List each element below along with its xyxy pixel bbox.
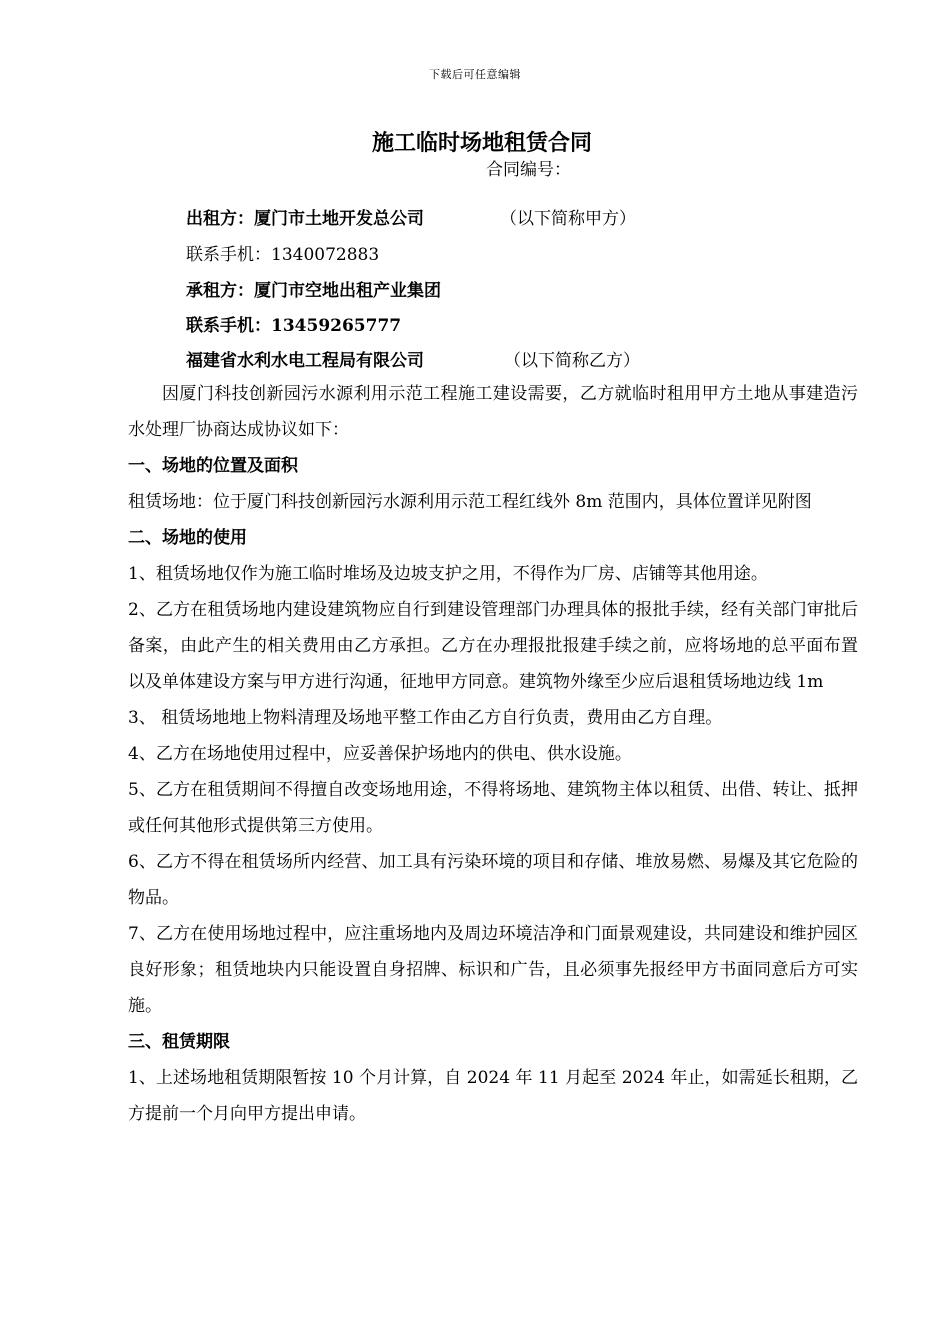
contract-body — [128, 376, 858, 1132]
section-paragraph: 4、乙方在场地使用过程中，应妥善保护场地内的供电、供水设施。 — [128, 744, 632, 764]
section-paragraph: 2、乙方在租赁场地内建设建筑物应自行到建设管理部门办理具体的报批手续，经有关部门审批后备案，由此产生的相关费用由乙方承担。乙方在办理报批报建手续之前，应将场地的总平面布置以及单体建设方案与甲方进行沟通，征地甲方同意。建筑物外缘至少应后退租赁场地边线 1m — [128, 600, 858, 692]
contractor-alias: （以下简称乙方） — [504, 351, 640, 371]
section-paragraph: 1、租赁场地仅作为施工临时堆场及边坡支护之用，不得作为厂房、店铺等其他用途。 — [128, 564, 768, 584]
lessor-phone: 联系手机：1340072883 — [186, 245, 380, 265]
lessee-phone-line — [186, 311, 401, 336]
section-paragraph: 租赁场地：位于厦门科技创新园污水源利用示范工程红线外 8m 范围内，具体位置详见附图 — [128, 492, 812, 512]
section-heading: 二、场地的使用 — [128, 528, 247, 548]
intro-paragraph: 因厦门科技创新园污水源利用示范工程施工建设需要，乙方就临时租用甲方土地从事建造污水处理厂协商达成协议如下： — [128, 384, 858, 440]
lessor-name: 出租方：厦门市土地开发总公司 — [186, 209, 424, 229]
contractor-name: 福建省水利水电工程局有限公司 — [186, 351, 424, 371]
section-heading: 一、场地的位置及面积 — [128, 456, 298, 476]
section-paragraph: 5、乙方在租赁期间不得擅自改变场地用途，不得将场地、建筑物主体以租赁、出借、转让、抵押或任何其他形式提供第三方使用。 — [128, 780, 858, 836]
lessee-phone: 联系手机：13459265777 — [186, 316, 402, 336]
section-paragraph: 6、乙方不得在租赁场所内经营、加工具有污染环境的项目和存储、堆放易燃、易爆及其它危险的物品。 — [128, 852, 858, 908]
contract-number-label: 合同编号： — [486, 160, 571, 180]
header-note: 下载后可任意编辑 — [429, 68, 521, 81]
lessor-line — [186, 204, 636, 229]
section-heading: 三、租赁期限 — [128, 1032, 230, 1052]
contract-title: 施工临时场地租赁合同 — [371, 130, 592, 156]
lessee-line — [186, 276, 441, 301]
lessee-name: 承租方：厦门市空地出租产业集团 — [186, 281, 441, 301]
lessor-alias: （以下简称甲方） — [500, 209, 636, 229]
section-paragraph: 7、乙方在使用场地过程中，应注重场地内及周边环境洁净和门面景观建设，共同建设和维护园区良好形象；租赁地块内只能设置自身招牌、标识和广告，且必须事先报经甲方书面同意后方可实施。 — [128, 924, 858, 1016]
contractor-line — [186, 346, 640, 371]
section-paragraph: 1、上述场地租赁期限暂按 10 个月计算，自 2024 年 11 月起至 2024 年止，如需延长租期，乙方提前一个月向甲方提出申请。 — [128, 1068, 858, 1124]
section-paragraph: 3、 租赁场地地上物料清理及场地平整工作由乙方自行负责，费用由乙方自理。 — [128, 708, 723, 728]
